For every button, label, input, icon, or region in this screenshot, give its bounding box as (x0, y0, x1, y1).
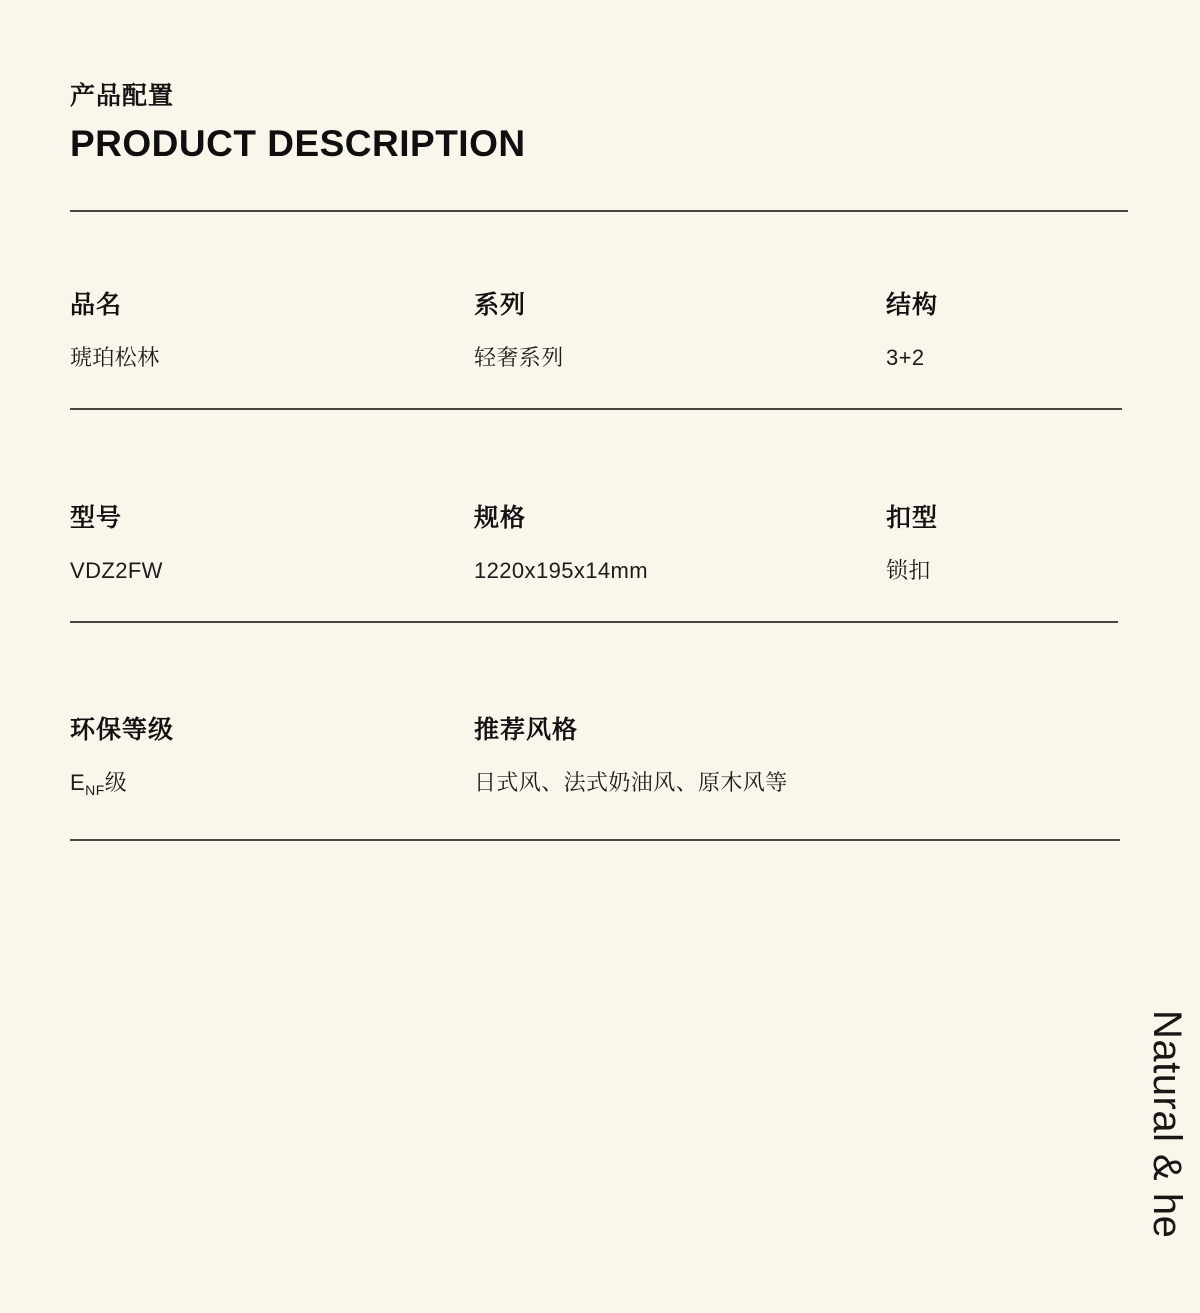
spec-row (70, 503, 1130, 586)
spec-value: 1220x195x14mm (474, 558, 648, 583)
spec-label: 品名 (70, 291, 123, 319)
spec-cell-dimensions (474, 503, 886, 586)
spec-cell-empty (886, 715, 1130, 798)
spec-cell-series (474, 290, 886, 373)
spec-label: 扣型 (886, 504, 939, 532)
spec-value: 日式风、法式奶油风、原木风等 (474, 770, 788, 795)
spec-cell-product-name (70, 290, 474, 373)
spec-label: 结构 (886, 291, 939, 319)
spec-cell-eco-grade (70, 715, 474, 798)
page-header (70, 80, 1130, 167)
divider-row-1 (70, 408, 1122, 410)
spec-row (70, 715, 1130, 798)
spec-label: 规格 (474, 504, 527, 532)
spec-cell-recommended-style (474, 715, 886, 798)
spec-label: 型号 (70, 504, 123, 532)
spec-value: 轻奢系列 (474, 345, 564, 370)
page-title-en: PRODUCT DESCRIPTION (70, 122, 526, 164)
divider-top (70, 210, 1128, 212)
spec-label: 推荐风格 (474, 716, 579, 744)
page-title-cn: 产品配置 (70, 82, 175, 110)
eco-grade-subscript: NF (85, 782, 105, 798)
eco-grade-tail: 级 (104, 770, 128, 795)
side-label: Natural & he (1145, 1010, 1189, 1239)
spec-cell-locking-type (886, 503, 1130, 586)
spec-value: 琥珀松林 (70, 345, 160, 370)
spec-value: 3+2 (886, 345, 925, 370)
spec-value: VDZ2FW (70, 558, 163, 583)
spec-cell-structure (886, 290, 1130, 373)
spec-row (70, 290, 1130, 373)
spec-value-eco-grade (70, 769, 474, 798)
divider-row-2 (70, 621, 1118, 623)
spec-label: 系列 (474, 291, 527, 319)
side-label-container (1130, 1010, 1200, 1313)
divider-bottom (70, 839, 1120, 841)
spec-value: 锁扣 (886, 558, 931, 583)
spec-cell-model (70, 503, 474, 586)
eco-grade-main: E (70, 770, 86, 795)
spec-label: 环保等级 (70, 716, 175, 744)
